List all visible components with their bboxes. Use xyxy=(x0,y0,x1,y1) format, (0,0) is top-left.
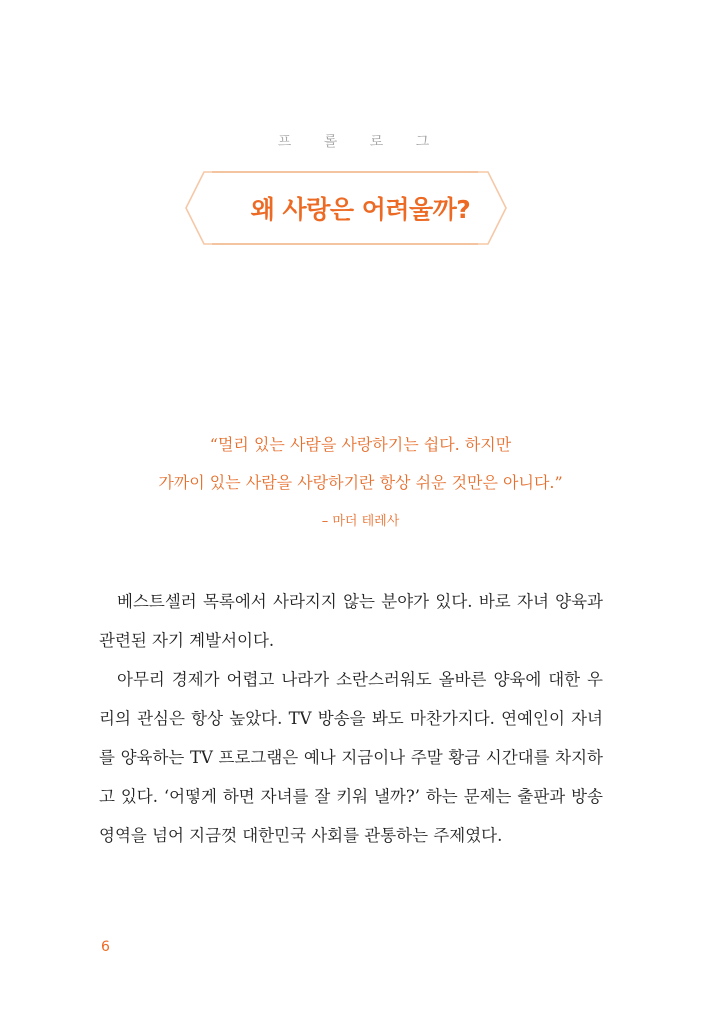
quote-author: – 마더 테레사 xyxy=(321,514,400,529)
page-number: 6 xyxy=(101,939,110,955)
paragraph: 베스트셀러 목록에서 사라지지 않는 분야가 있다. 바로 자녀 양육과 관련된 자기 계발서이다. xyxy=(99,592,603,650)
paragraph: 아무리 경제가 어렵고 나라가 소란스러워도 올바른 양육에 대한 우리의 관심은 항상 높았다. TV 방송을 봐도 마찬가지다. 연예인이 자녀를 양육하는 TV 프로그램은 예나 지금이나 주말 황금 시간대를 차지하고 있다. ‘어떻게 하면 자녀를 잘 키워 낼까?’ 하는 문제는 출판과 방송 영역을 넘어 지금껏 대한민국 사회를 관통하는 주제였다. xyxy=(99,670,603,845)
quote-line: 가까이 있는 사람을 사랑하기란 항상 쉬운 것만은 아니다.” xyxy=(158,473,563,492)
quote-line: “멀리 있는 사람을 사랑하기는 쉽다. 하지만 xyxy=(209,435,512,454)
section-label: 프 롤 로 그 xyxy=(277,134,444,150)
chapter-title: 왜 사랑은 어려울까? xyxy=(250,195,471,224)
body-text xyxy=(99,582,603,855)
